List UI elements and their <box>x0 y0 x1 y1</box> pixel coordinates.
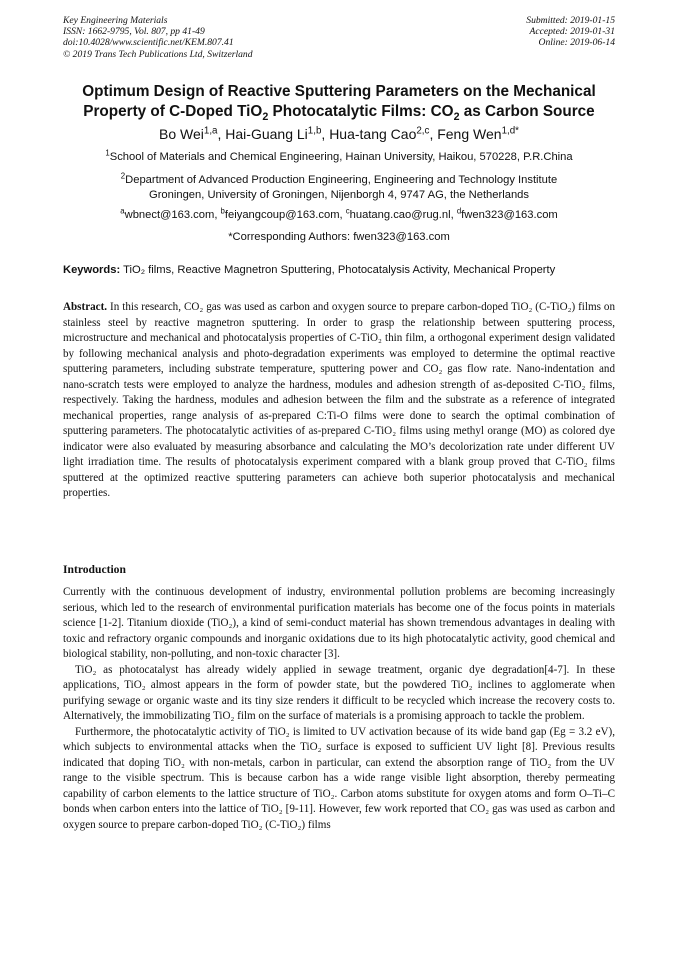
paragraph: TiO₂ as photocatalyst has already widely applied in sewage treatment, organic dye degradation[4-7]. In these applications, TiO₂ almost appears in the form of powder state, but the powdered TiO₂ inclines to agglomerate when purifying sewage or organic waste and its tiny size renders it difficult to be recycled which increase the recovery costs to. Alternatively, the immobilizating TiO₂ film on the surface of materials is a promising approach to tackle the problem. <box>63 663 615 722</box>
title-subscript: 2 <box>262 111 269 124</box>
email-link[interactable]: huatang.cao@rug.nl, <box>349 209 457 221</box>
keywords-label: Keywords: <box>63 264 121 276</box>
author-name: Hai-Guang Li <box>225 126 308 142</box>
email-mark: c <box>345 206 350 216</box>
abstract-text: In this research, CO₂ gas was used as carbon and oxygen source to prepare carbon-doped TiO₂ (C-TiO₂) films on stainless steel by reactive magnetron sputtering. In order to grasp the relationship between sputtering process, microstructure and mechanical and photocatalysis properties of C-TiO₂ thin film, a orthogonal experiment design validated by following mechanical analysis and photo-degradation experiments was employed to determine the optimal reactive sputtering parameters, including substrate temperature, sputtering power and CO₂ gas flow rate. Nano-indentation and nano-scratch tests were employed to analyze the hardness, modules and adhesion strength of as-deposited C-TiO₂ films, respectively. Taking the hardness, modules and adhesion between the film and the substrate as a reference of integrated mechanical properties, range analysis of as-prepared C:Ti-O films were done to search the optimal combination of sputtering parameters. The photocatalytic activities of as-prepared C-TiO₂ films using methyl orange (MO) as colored dye indicator were also evaluated by measuring absorbance and calculating the MO’s decolorization rate under different UV light irradiation time. The results of photocatalysis experiment compared with a blank group proved that C-TiO₂ films sputtered at the optimized reactive sputtering parameters can achieve both superior photocatalysis and mechanical properties. <box>63 301 615 499</box>
email-mark: d <box>456 206 462 216</box>
author-affil-mark: 1,b <box>307 125 322 137</box>
abstract <box>63 300 615 502</box>
affil-text: School of Materials and Chemical Engineering, Hainan University, Haikou, 570228, P.R.China <box>109 151 573 163</box>
title-part: as Carbon Source <box>459 103 595 120</box>
email-mark: a <box>120 206 125 216</box>
title-line-2 <box>40 102 638 122</box>
email-link[interactable]: feiyangcoup@163.com, <box>224 209 346 221</box>
author-affil-mark: 2,c <box>416 125 430 137</box>
accepted-date: Accepted: 2019-01-31 <box>529 26 615 38</box>
affiliation-1 <box>40 150 638 165</box>
title-part: Photocatalytic Films: CO <box>268 103 454 120</box>
author-name: Hua-tang Cao <box>329 126 417 142</box>
corresponding-author: *Corresponding Authors: fwen323@163.com <box>228 231 450 243</box>
journal-copyright: © 2019 Trans Tech Publications Ltd, Switzerland <box>63 48 253 60</box>
paragraph: Currently with the continuous development of industry, environmental pollution problems are becoming increasingly serious, which led to the research of environmental purification materials has become one of the focus points in materials science [1-2]. Titanium dioxide (TiO₂), a kind of semi-conduct material has shown tremendous advantages in dealing with toxic and refractory organic compounds and inorganic oxidations due to its high photocatalytic activity, good chemical and biological stability, non-polluting, and non-toxic character [3]. <box>63 586 615 660</box>
email-link[interactable]: wbnect@163.com, <box>124 209 221 221</box>
keywords <box>63 263 623 278</box>
introduction-body <box>63 585 615 833</box>
abstract-label: Abstract. <box>63 301 108 313</box>
introduction-heading: Introduction <box>63 563 126 576</box>
journal-doi[interactable]: doi:10.4028/www.scientific.net/KEM.807.41 <box>63 37 234 49</box>
online-date: Online: 2019-06-14 <box>538 37 615 49</box>
email-mark: b <box>220 206 225 216</box>
affil-text: Department of Advanced Production Engineering, Engineering and Technology Institute <box>125 174 558 186</box>
journal-issn: ISSN: 1662-9795, Vol. 807, pp 41-49 <box>63 26 205 38</box>
keywords-text: TiO₂ films, Reactive Magnetron Sputtering, Photocatalysis Activity, Mechanical Property <box>120 264 556 276</box>
paragraph: Furthermore, the photocatalytic activity of TiO₂ is limited to UV activation because of its wide band gap (Eg = 3.2 eV), which subjects to environmental attacks when the TiO₂ surface is exposed to sufficient UV light [8]. Previous results indicated that doping TiO₂ with non-metals, carbon in particular, can extend the absorption range of TiO₂ from the UV range to the visible spectrum. This is because carbon has a wide range visible light absorption, thereby permeating capability of carbon elements to the lattice structure of TiO₂. Carbon atoms substitute for oxygen atoms and form O–Ti–C bonds when carbon enters into the lattice of TiO₂ [9-11]. However, few work reported that CO₂ gas was used as carbon and oxygen source to prepare carbon-doped TiO₂ (C-TiO₂) films <box>63 725 615 831</box>
author-affil-mark: 1,a <box>203 125 218 137</box>
author-list: Bo Wei$^{1,a}$, Hai-Guang Li$^{1,b}$, Hua-tang Cao$^{2,c}$, Feng Wen$^{1,d*}$ <box>159 125 519 142</box>
author-emails <box>40 208 638 223</box>
author-name: Bo Wei <box>159 126 204 142</box>
affiliation-2 <box>40 173 638 203</box>
title-subscript: 2 <box>453 111 460 124</box>
author-name: Feng Wen <box>437 126 502 142</box>
author-affil-mark: 1,d* <box>501 125 519 137</box>
affil-mark: 2 <box>120 171 126 181</box>
title-part: Property of C-Doped TiO <box>83 103 263 120</box>
publication-dates <box>526 15 615 49</box>
affil-mark: 1 <box>105 148 110 158</box>
affil-text: Groningen, University of Groningen, Nijenborgh 4, 9747 AG, the Netherlands <box>149 189 529 201</box>
journal-name: Key Engineering Materials <box>63 15 168 26</box>
journal-info <box>63 15 253 60</box>
submitted-date: Submitted: 2019-01-15 <box>526 15 615 26</box>
title-line-1: Optimum Design of Reactive Sputtering Parameters on the Mechanical <box>82 83 596 100</box>
paper-title <box>40 82 638 122</box>
email-link[interactable]: fwen323@163.com <box>461 209 558 221</box>
